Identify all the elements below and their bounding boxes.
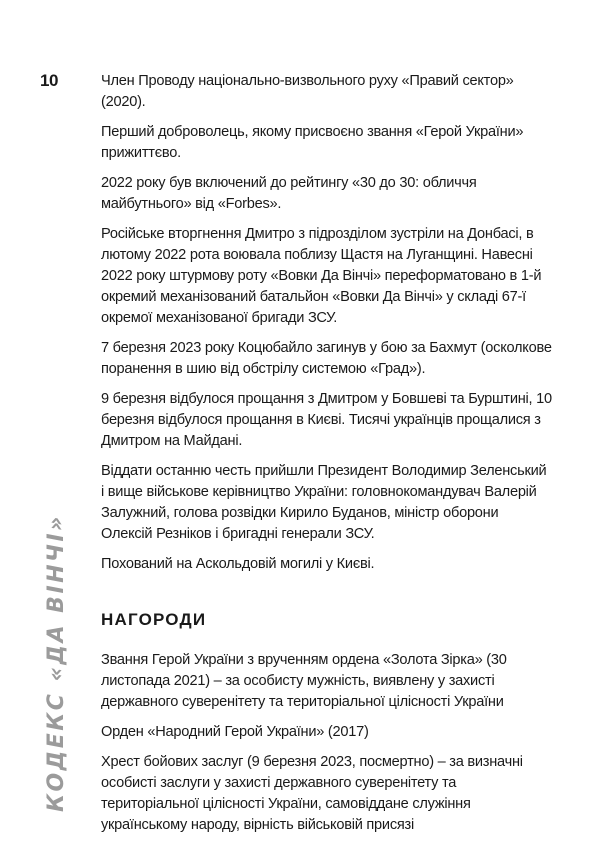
paragraph: Похований на Аскольдовій могилі у Києві. — [101, 556, 375, 572]
award-item: Орден «Народний Герой України» (2017) — [101, 724, 369, 740]
award-item: Звання Герой України з врученням ордена «Золота Зірка» (30 листопада 2021) – за особисту мужність, виявлену у захисті державного суверенітету та територіальної цілісності України — [101, 652, 507, 710]
award-item: Хрест бойових заслуг (9 березня 2023, посмертно) – за визначні особисті заслуги у захисті державного суверенітету та територіальної цілісності України, самовіддане служіння українському народу, вірність військовій присязі — [101, 754, 523, 833]
book-side-title: КОДЕКС «ДА ВІНЧІ» — [44, 514, 69, 812]
paragraph: 9 березня відбулося прощання з Дмитром у Бовшеві та Бурштині, 10 березня відбулося прощання в Києві. Тисячі українців прощалися з Дмитром на Майдані. — [101, 391, 552, 449]
paragraph: Віддати останню честь прийшли Президент Володимир Зеленський і вище військове керівництво України: головнокомандувач Валерій Залужний, голова розвідки Кирило Буданов, міністр оборони Олексій Резніков і бригадні генерали ЗСУ. — [101, 463, 547, 542]
awards-heading: НАГОРОДИ — [101, 610, 207, 629]
paragraph: Перший доброволець, якому присвоєно звання «Герой України» прижиттєво. — [101, 124, 524, 161]
paragraph: Російське вторгнення Дмитро з підрозділом зустріли на Донбасі, в лютому 2022 рота воювала поблизу Щастя на Луганщині. Навесні 2022 року штурмову роту «Вовки Да Вінчі» переформатовано в 1-й окремий механізований батальйон «Вовки Да Вінчі» у складі 67-ї окремої механізованої бригади ЗСУ. — [101, 226, 542, 326]
page-number: 10 — [40, 71, 58, 90]
paragraph: Член Проводу національно-визвольного руху «Правий сектор» (2020). — [101, 73, 514, 110]
paragraph: 7 березня 2023 року Коцюбайло загинув у бою за Бахмут (осколкове поранення в шию від обстрілу системою «Град»). — [101, 340, 552, 377]
page-content — [101, 71, 553, 845]
paragraph: 2022 року був включений до рейтингу «30 до 30: обличчя майбутнього» від «Forbes». — [101, 175, 477, 212]
